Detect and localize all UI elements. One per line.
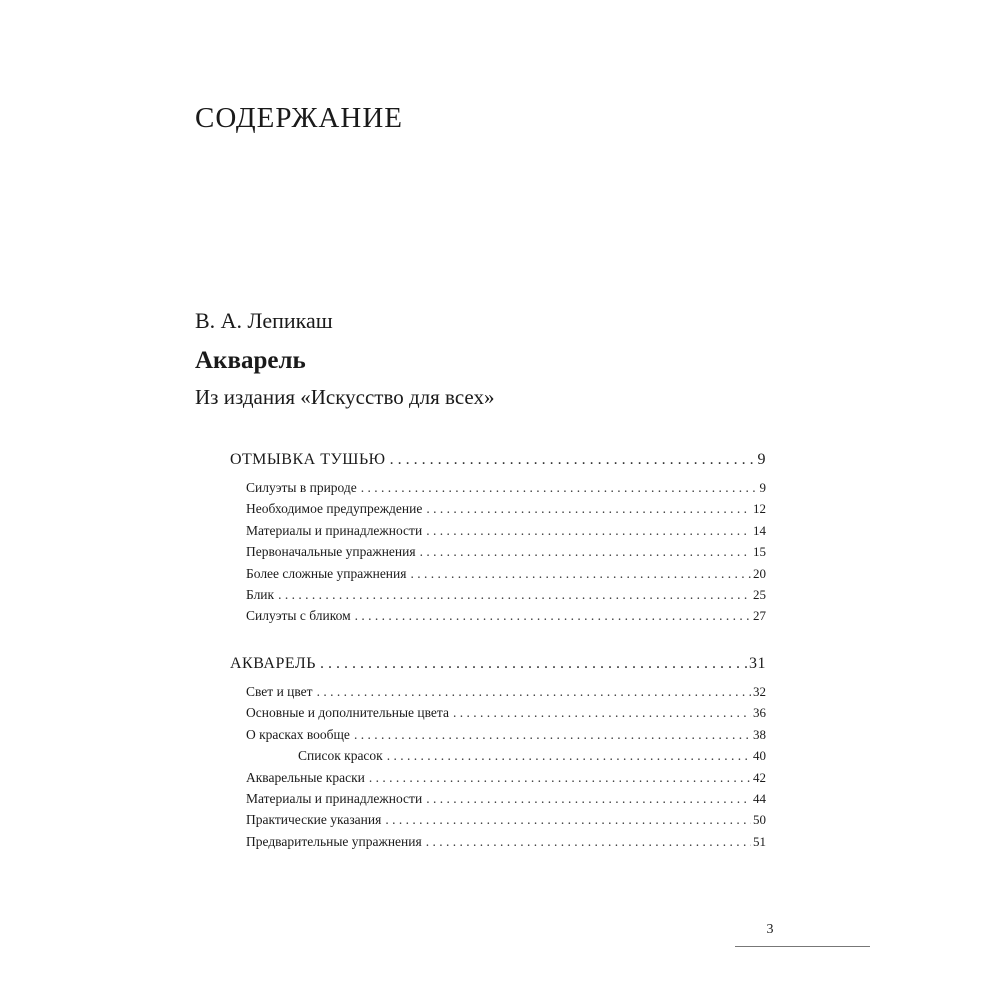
toc-entry-label: Основные и дополнительные цвета — [246, 705, 449, 721]
dot-leader — [426, 791, 751, 807]
toc-entry-label: Свет и цвет — [246, 684, 313, 699]
dot-leader — [320, 655, 747, 673]
toc-entry-label: Более сложные упражнения — [246, 565, 407, 581]
toc-entry — [230, 834, 766, 855]
toc-entry-page: 38 — [753, 726, 766, 742]
dot-leader — [385, 812, 751, 828]
dot-leader — [278, 587, 751, 603]
toc-entry — [230, 480, 766, 501]
dot-leader — [420, 544, 751, 560]
dot-leader — [390, 451, 756, 469]
dot-leader — [369, 770, 751, 786]
toc-section-ink-wash — [230, 451, 766, 630]
toc-entry-page: 51 — [753, 833, 766, 849]
book-subtitle: Из издания «Искусство для всех» — [195, 385, 495, 409]
toc-entry-label: О красках вообще — [246, 726, 350, 742]
toc-entry-page: 50 — [753, 812, 766, 828]
dot-leader — [354, 727, 751, 743]
page-number: 3 — [766, 922, 774, 937]
book-title: Акварель — [195, 347, 306, 374]
toc-entry — [230, 791, 766, 812]
toc-entry-label: Материалы и принадлежности — [246, 522, 423, 538]
dot-leader — [387, 748, 751, 764]
toc-entry-page: 27 — [753, 608, 766, 624]
author-name: В. А. Лепикаш — [195, 308, 333, 333]
toc-entry-page: 40 — [753, 748, 766, 764]
dot-leader — [317, 684, 751, 700]
toc-heading-label: АКВАРЕЛЬ — [230, 655, 316, 672]
toc-entry — [230, 523, 766, 544]
toc-entry — [230, 812, 766, 833]
toc-heading-page: 31 — [749, 655, 766, 672]
toc-entry — [230, 501, 766, 522]
toc-entry-page: 44 — [753, 790, 766, 806]
toc-entry-label: Силуэты с бликом — [246, 608, 351, 624]
toc-entry-page: 25 — [753, 586, 766, 602]
toc-entry-label: Материалы и принадлежности — [246, 790, 423, 806]
toc-entry — [230, 727, 766, 748]
toc-entry — [230, 770, 766, 791]
toc-entry — [230, 544, 766, 565]
folio-rule — [735, 946, 870, 947]
toc-heading-label: ОТМЫВКА ТУШЬЮ — [230, 451, 386, 468]
dot-leader — [426, 834, 751, 850]
dot-leader — [453, 705, 751, 721]
toc-entry-page: 12 — [753, 501, 766, 517]
toc-subentry — [230, 748, 766, 769]
toc-entry-label: Предварительные упражнения — [246, 833, 422, 849]
toc-entry — [230, 608, 766, 629]
toc-entry-label: Первоначальные упражнения — [246, 544, 416, 560]
toc-entry — [230, 587, 766, 608]
dot-leader — [426, 523, 751, 539]
toc-entry-label: Практические указания — [246, 812, 382, 828]
toc-entry-page: 36 — [753, 705, 766, 721]
toc-entry-page: 9 — [759, 480, 766, 495]
dot-leader — [355, 608, 751, 624]
toc-entry-label: Список красок — [298, 748, 383, 764]
toc-entry-page: 15 — [753, 544, 766, 560]
toc-heading-page: 9 — [757, 451, 766, 468]
toc-entry-page: 42 — [753, 769, 766, 785]
toc-entry-label: Блик — [246, 586, 275, 602]
dot-leader — [426, 501, 751, 517]
toc-entry-page: 14 — [753, 522, 766, 538]
toc-entry-label: Силуэты в природе — [246, 480, 357, 495]
toc-entry-page: 20 — [753, 565, 766, 581]
toc-entry — [230, 566, 766, 587]
toc-section-watercolor — [230, 655, 766, 855]
page-title: СОДЕРЖАНИЕ — [195, 102, 403, 134]
toc-entry — [230, 684, 766, 705]
dot-leader — [410, 566, 751, 582]
toc-entry — [230, 705, 766, 726]
toc-entry-label: Необходимое предупреждение — [246, 501, 423, 517]
toc-section-heading — [230, 655, 766, 675]
dot-leader — [361, 480, 758, 496]
toc-entry-label: Акварельные краски — [246, 769, 365, 785]
toc-entry-page: 32 — [753, 684, 766, 699]
toc-section-heading — [230, 451, 766, 471]
